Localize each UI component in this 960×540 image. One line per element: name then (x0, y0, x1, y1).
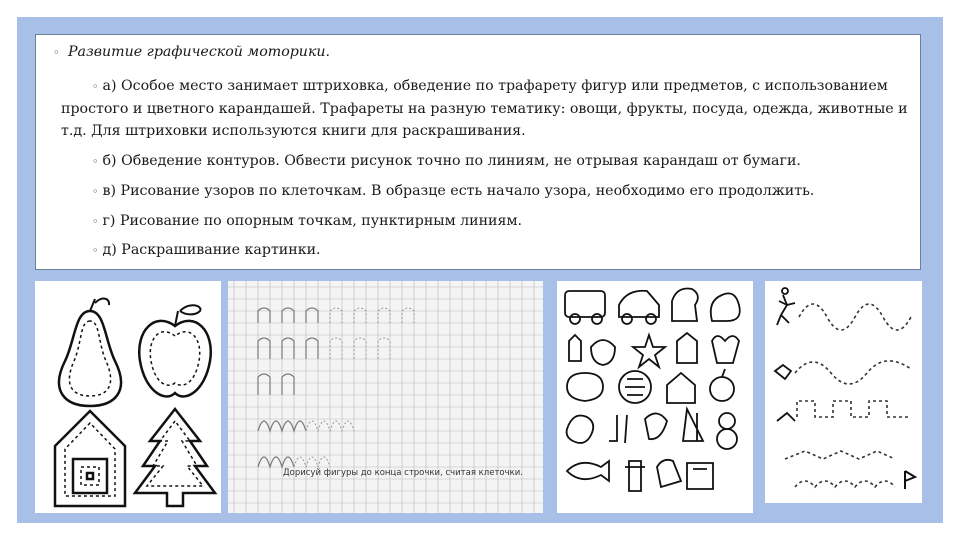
item-e-line (92, 242, 321, 258)
item-b-line (92, 153, 801, 169)
item-d-text: г) Рисование по опорным точкам, пунктирным линиям. (102, 213, 522, 229)
bullet-icon: ◦ (92, 244, 99, 257)
bullet-icon: ◦ (92, 215, 99, 228)
item-a-line-3: т.д. Для штриховки используются книги для раскрашивания. (61, 123, 526, 139)
item-c-line (92, 183, 814, 199)
item-a-text-1: а) Особое место занимает штриховка, обведение по трафарету фигур или предметов, с использованием (102, 78, 888, 94)
bullet-icon: ◦ (92, 80, 99, 93)
bullet-icon: ◦ (92, 155, 99, 168)
heading-line (53, 44, 330, 60)
text-box (35, 34, 921, 270)
item-b-text: б) Обведение контуров. Обвести рисунок точно по линиям, не отрывая карандаш от бумаги. (102, 153, 801, 169)
grid-pattern-image (228, 281, 543, 513)
bullet-icon: ◦ (92, 185, 99, 198)
item-e-text: д) Раскрашивание картинки. (102, 242, 321, 258)
bullet-icon: ◦ (53, 46, 60, 59)
item-a-line-1 (92, 78, 888, 94)
coloring-silhouettes-image (557, 281, 753, 513)
item-c-text: в) Рисование узоров по клеточкам. В образце есть начало узора, необходимо его продолжить. (102, 183, 815, 199)
dotted-path-image (765, 281, 922, 503)
heading: Развитие графической моторики. (68, 44, 331, 60)
grid-caption: Дорисуй фигуры до конца строчки, считая клеточки. (283, 468, 523, 478)
stencil-shapes-image (35, 281, 221, 513)
item-d-line (92, 213, 522, 229)
item-a-line-2: простого и цветного карандашей. Трафареты на разную тематику: овощи, фрукты, посуда, одежда, животные и (61, 101, 908, 117)
